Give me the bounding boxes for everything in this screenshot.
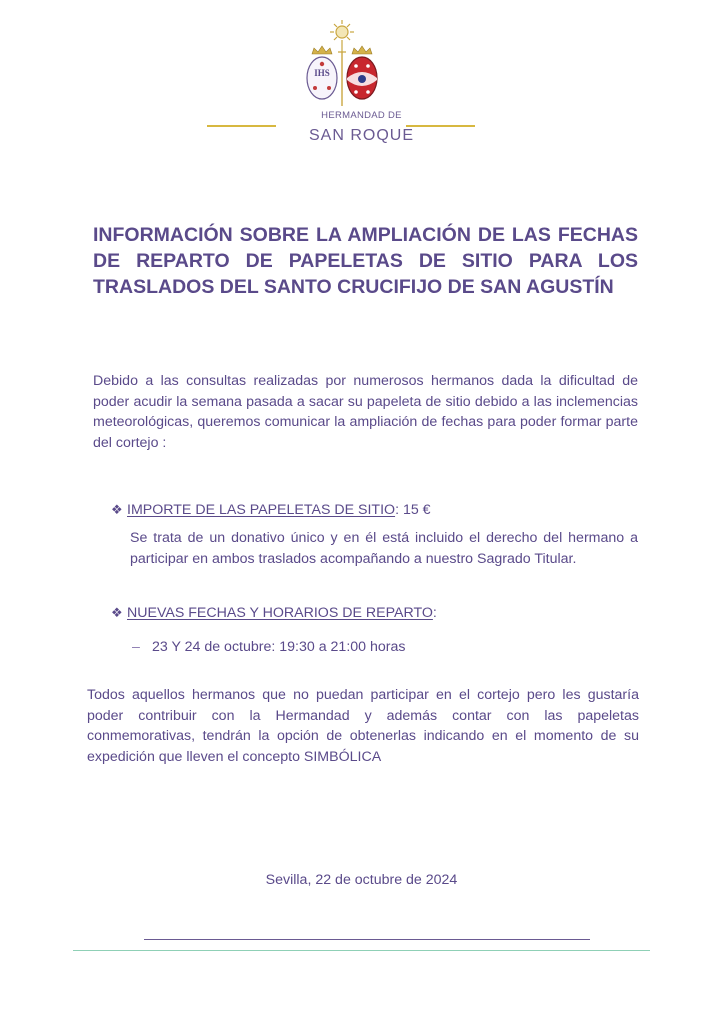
dash-bullet-icon: – [132, 639, 140, 655]
bullet-price [111, 500, 431, 520]
diamond-bullet-icon: ❖ [111, 605, 123, 620]
document-title: INFORMACIÓN SOBRE LA AMPLIACIÓN DE LAS FECHAS DE REPARTO DE PAPELETAS DE SITIO PARA LOS TRASLADOS DEL SANTO CRUCIFIJO DE SAN AGUSTÍN [93, 224, 638, 298]
closing-paragraph: Todos aquellos hermanos que no puedan participar en el cortejo pero les gustaría poder contribuir con la Hermandad y además contar con las papeletas conmemorativas, tendrán la opción de obtenerlas indicando en el momento de su expedición que lleven el concepto SIMBÓLICA [87, 687, 639, 765]
bullet-price-label: IMPORTE DE LAS PAPELETAS DE SITIO [127, 502, 396, 518]
intro-paragraph: Debido a las consultas realizadas por numerosos hermanos dada la dificultad de poder acudir la semana pasada a sacar su papeleta de sitio debido a las inclemencias meteorológicas, queremos comunicar la ampliación de fechas para poder formar parte del cortejo : [93, 373, 638, 451]
svg-text:IHS: IHS [314, 68, 330, 78]
bullet-schedule-value: : [432, 605, 437, 621]
footer-purple-rule [144, 939, 590, 940]
org-name: SAN ROQUE [308, 127, 414, 144]
bullet-price-value: : 15 € [395, 502, 431, 518]
bullet-schedule-label: NUEVAS FECHAS Y HORARIOS DE REPARTO [127, 605, 433, 621]
bullet-schedule [111, 603, 437, 623]
org-prefix: HERMANDAD DE [321, 110, 402, 121]
bullet-price-detail: Se trata de un donativo único y en él está incluido el derecho del hermano a participar en ambos traslados acompañando a nuestro Sagrado Titular. [130, 530, 638, 567]
footer-green-rule [73, 950, 650, 951]
diamond-bullet-icon: ❖ [111, 502, 123, 517]
schedule-item-text: 23 Y 24 de octubre: 19:30 a 21:00 horas [152, 639, 406, 655]
brotherhood-coat-of-arms-logo [298, 18, 386, 108]
date-line: Sevilla, 22 de octubre de 2024 [265, 872, 458, 888]
schedule-list-item [132, 637, 405, 657]
